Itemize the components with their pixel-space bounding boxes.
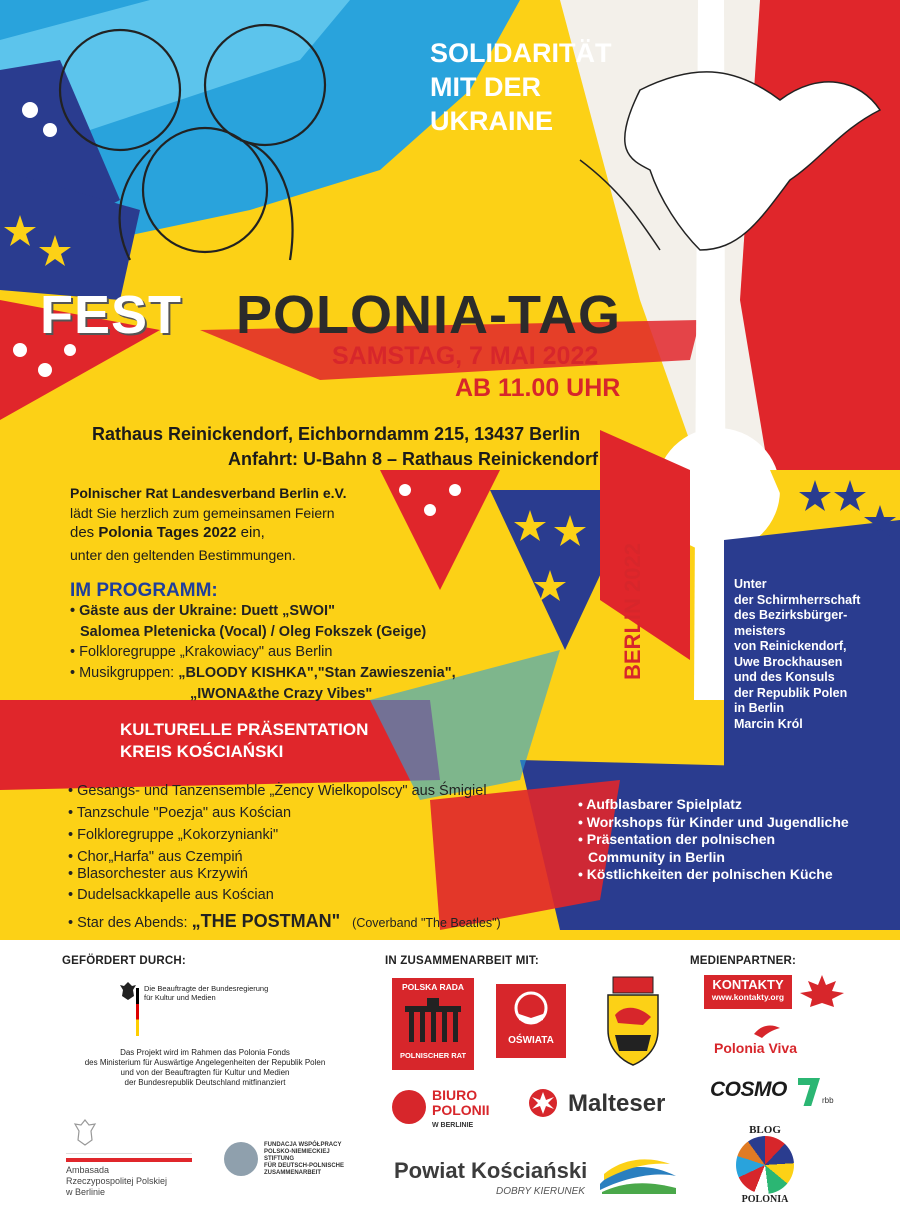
projekt-line: des Ministerium für Auswärtige Angelegenheiten der Republik Polen	[84, 1058, 326, 1067]
event-transport: Anfahrt: U-Bahn 8 – Rathaus Reinickendorf	[228, 449, 599, 469]
schirmherr-line: und des Konsuls	[734, 670, 835, 684]
programm-item-1: • Gäste aus der Ukraine: Duett „SWOI"	[70, 603, 335, 619]
invite-line-4: unter den geltenden Bestimmungen.	[70, 547, 296, 563]
attractions-list	[578, 796, 849, 884]
polonia-viva-logo	[712, 1022, 832, 1058]
polonia-viva-text: Polonia Viva	[714, 1040, 797, 1056]
oswiata-logo	[496, 984, 566, 1058]
kultur-item-3: • Folkloregruppe „Kokorzynianki"	[68, 827, 279, 843]
polska-rada-bottom: POLNISCHER RAT	[399, 1051, 467, 1060]
cosmo-seven	[798, 1078, 820, 1106]
powiat-sub: DOBRY KIERUNEK	[496, 1186, 585, 1197]
kultur-item-4: • Chor„Harfa" aus Czempiń	[68, 849, 243, 865]
attraction-item: • Köstlichkeiten der polnischen Küche	[578, 866, 833, 882]
programm-item-3-cont: „IWONA&the Crazy Vibes"	[190, 686, 373, 702]
fundacja-line: POLSKO-NIEMIECKIEJ	[264, 1149, 330, 1155]
brandenburg-gate-icon	[403, 996, 463, 1046]
blog-polonia-logo	[730, 1124, 800, 1209]
fundacja-line: ZUSAMMENARBEIT	[264, 1170, 321, 1176]
medien-header: MEDIENPARTNER:	[690, 955, 797, 967]
schirmherr-line: in Berlin	[734, 701, 785, 715]
kontakty-logo	[704, 975, 854, 1011]
programm-item-3-pre: • Musikgruppen:	[70, 665, 179, 681]
star-post: (Coverband "The Beatles")	[352, 916, 501, 930]
zusammen-header: IN ZUSAMMENARBEIT MIT:	[385, 955, 539, 967]
globe-icon	[736, 1136, 794, 1194]
malteser-text: Malteser	[568, 1090, 666, 1117]
bkm-line: für Kultur und Medien	[144, 993, 216, 1002]
invite-line-3	[70, 524, 265, 542]
reinickendorf-coat-of-arms	[603, 975, 663, 1067]
star-pre: • Star des Abends:	[68, 915, 192, 931]
programm-item-3	[70, 663, 456, 683]
schirmherr-text	[734, 577, 860, 732]
fundacja-line: FÜR DEUTSCH-POLNISCHE	[264, 1163, 345, 1169]
cosmo-text: COSMO	[710, 1078, 787, 1101]
projekt-line: Das Projekt wird im Rahmen das Polonia Fonds	[120, 1048, 290, 1057]
gefoerdert-header: GEFÖRDERT DURCH:	[62, 955, 186, 967]
powiat-logo	[392, 1158, 692, 1203]
projekt-line: der Bundesrepublik Deutschland mitfinanziert	[124, 1078, 286, 1087]
maltese-cross-icon	[528, 1088, 558, 1118]
attraction-item: • Aufblasbarer Spielplatz	[578, 796, 742, 812]
biuro-line-3: W BERLINIE	[432, 1122, 474, 1129]
fundacja-line: STIFTUNG	[264, 1156, 294, 1162]
schirmherr-line: meisters	[734, 623, 786, 638]
invite-line-3-pre: des	[70, 524, 99, 541]
eagle-icon	[118, 980, 138, 1004]
invite-line-3-bold: Polonia Tages 2022	[98, 524, 237, 541]
event-time: AB 11.00 UHR	[455, 374, 621, 402]
polska-rada-logo	[392, 978, 474, 1070]
attraction-item: • Workshops für Kinder und Jugendliche	[578, 813, 849, 830]
bkm-logo	[118, 980, 269, 1040]
event-date: SAMSTAG, 7 MAI 2022	[332, 342, 599, 370]
schirmherr-line: Uwe Brockhausen	[734, 654, 843, 669]
schirmherr-line: Unter	[734, 577, 767, 591]
fundacja-line: FUNDACJA WSPÓŁPRACY	[264, 1142, 342, 1148]
programm-title: IM PROGRAMM:	[70, 580, 218, 601]
polska-rada-top: POLSKA RADA	[401, 982, 465, 992]
cosmo-logo	[710, 1078, 840, 1114]
bird-icon	[752, 1022, 782, 1040]
blog-text: BLOG	[749, 1124, 781, 1136]
invite-line-3-post: ein,	[236, 524, 265, 541]
kontakty-title: KONTAKTY	[712, 977, 784, 992]
kultur-line-2: KREIS KOŚCIAŃSKI	[120, 742, 284, 761]
solidaritat-line-2: MIT DER	[430, 72, 541, 102]
kultur-item-5: • Blasorchester aus Krzywiń	[68, 866, 248, 882]
attraction-item: Community in Berlin	[588, 848, 725, 865]
projekt-line: und von der Beauftragten für Kultur und Medien	[120, 1068, 290, 1077]
ambasada-line: w Berlinie	[66, 1187, 106, 1197]
biuro-polonii-logo	[392, 1084, 512, 1134]
oswiata-text: OŚWIATA	[508, 1035, 554, 1046]
solidaritat-line-3: UKRAINE	[430, 106, 554, 136]
attraction-item: • Präsentation der polnischen	[578, 831, 776, 847]
solidaritat-line-1: SOLIDARITÄT	[430, 38, 612, 68]
programm-item-2: • Folkloregruppe „Krakowiacy" aus Berlin	[70, 644, 333, 660]
bkm-line: Die Beauftragte der Bundesregierung	[144, 984, 269, 993]
schirmherr-line: der Schirmherrschaft	[734, 592, 861, 607]
powiat-text: Powiat Kościański	[394, 1158, 588, 1183]
schirmherr-line: von Reinickendorf,	[734, 639, 847, 653]
schirmherr-line: der Republik Polen	[734, 685, 848, 700]
event-address: Rathaus Reinickendorf, Eichborndamm 215, 13437 Berlin	[92, 424, 581, 444]
ambasada-line: Rzeczypospolitej Polskiej	[66, 1176, 168, 1186]
rbb-text: rbb	[822, 1096, 834, 1105]
star-des-abends	[68, 911, 501, 933]
book-icon	[511, 990, 551, 1030]
kultur-item-6: • Dudelsackkapelle aus Kościan	[68, 887, 274, 903]
kultur-item-2: • Tanzschule "Poezja" aus Kościan	[68, 805, 292, 821]
biuro-line-2: POLONII	[432, 1102, 490, 1118]
star-bold: „THE POSTMAN"	[191, 911, 341, 931]
headline-fest: FEST	[40, 285, 183, 345]
powiat-wave-icon	[598, 1154, 678, 1196]
berlin-2022: BERLIN 2022	[620, 543, 645, 680]
projekt-text	[70, 1048, 340, 1088]
kultur-item-1: • Gesangs- und Tanzensemble „Żency Wielkopolscy" aus Śmigiel	[68, 783, 487, 799]
malteser-logo	[528, 1088, 678, 1122]
ambasada-line: Ambasada	[66, 1165, 110, 1175]
kultur-line-1: KULTURELLE PRÄSENTATION	[120, 720, 369, 739]
coat-of-arms-icon	[603, 975, 663, 1067]
blog-polonia-text: POLONIA	[741, 1194, 789, 1205]
biuro-line-1: BIURO	[432, 1087, 478, 1103]
ambasada-logo	[66, 1118, 196, 1208]
kontakty-url: www.kontakty.org	[711, 992, 785, 1002]
invite-line-1: Polnischer Rat Landesverband Berlin e.V.	[70, 485, 347, 501]
programm-item-3-bold: „BLOODY KISHKA","Stan Zawieszenia",	[178, 665, 456, 681]
headline-polonia-tag: POLONIA-TAG	[236, 285, 621, 345]
schirmherr-line: Marcin Król	[734, 716, 803, 731]
programm-item-1-cont: Salomea Pletenicka (Vocal) / Oleg Fokszek (Geige)	[80, 624, 427, 640]
polish-eagle-icon	[72, 1118, 98, 1148]
schirmherr-line: des Bezirksbürger-	[734, 608, 848, 622]
invite-line-2: lädt Sie herzlich zum gemeinsamen Feiern	[70, 505, 335, 521]
fundacja-logo	[224, 1140, 354, 1180]
maple-leaf-icon	[796, 973, 848, 1009]
